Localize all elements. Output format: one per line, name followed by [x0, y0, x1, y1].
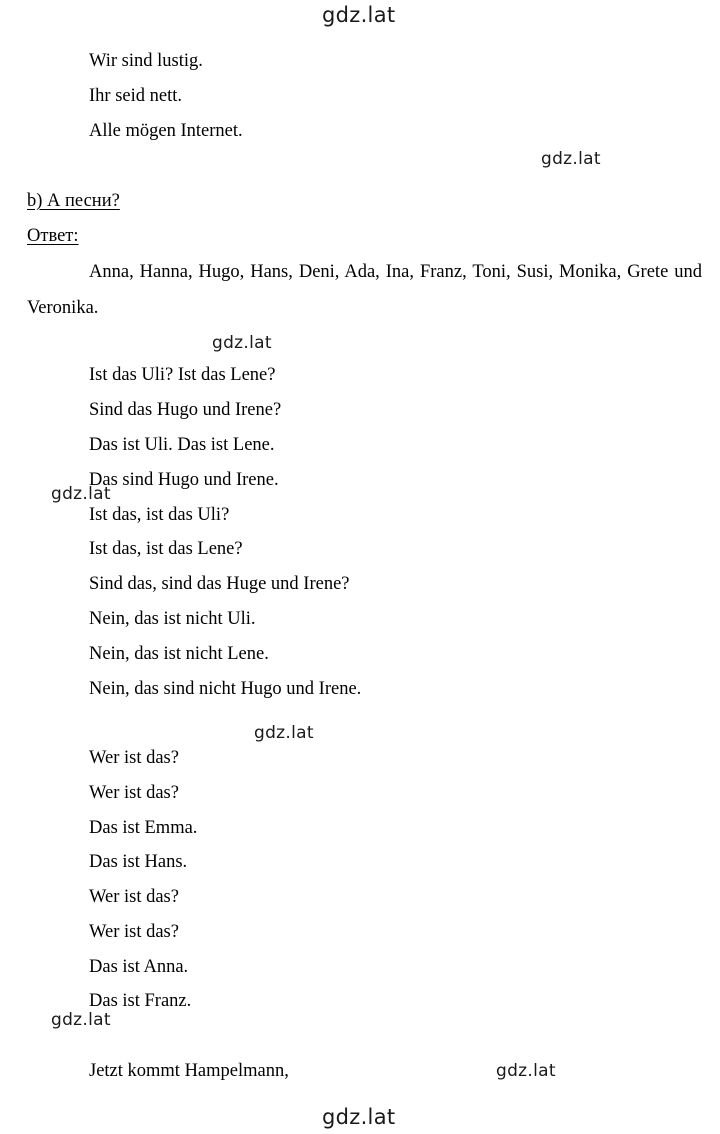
watermark-bottom: gdz.lat	[322, 1105, 396, 1129]
song-line: Das ist Anna.	[89, 957, 189, 977]
song-line: Wer ist das?	[89, 922, 179, 942]
watermark: gdz.lat	[496, 1061, 556, 1081]
text-line: Ihr seid nett.	[89, 86, 182, 106]
song-line: Jetzt kommt Hampelmann,	[89, 1061, 289, 1081]
song-line: Nein, das ist nicht Lene.	[89, 644, 269, 664]
section-heading: b) А песни?	[27, 191, 120, 211]
song-line: Ist das Uli? Ist das Lene?	[89, 365, 276, 385]
watermark: gdz.lat	[541, 149, 601, 169]
song-line: Wer ist das?	[89, 748, 179, 768]
song-line: Das ist Hans.	[89, 852, 188, 872]
song-line: Sind das, sind das Huge und Irene?	[89, 574, 350, 594]
names-paragraph: Anna, Hanna, Hugo, Hans, Deni, Ada, Ina, Franz, Toni, Susi, Monika, Grete und Veronika.	[27, 262, 702, 318]
song-line: Wer ist das?	[89, 887, 179, 907]
song-line: Das ist Uli. Das ist Lene.	[89, 435, 275, 455]
song-line: Das sind Hugo und Irene.	[89, 470, 279, 490]
song-line: Wer ist das?	[89, 783, 179, 803]
watermark: gdz.lat	[254, 723, 314, 743]
watermark: gdz.lat	[51, 1010, 111, 1030]
text-line: Wir sind lustig.	[89, 51, 203, 71]
watermark-top: gdz.lat	[322, 3, 396, 27]
song-line: Sind das Hugo und Irene?	[89, 400, 282, 420]
song-line: Nein, das sind nicht Hugo und Irene.	[89, 679, 362, 699]
answer-label: Ответ:	[27, 226, 79, 246]
song-line: Ist das, ist das Lene?	[89, 539, 243, 559]
song-line: Das ist Franz.	[89, 991, 192, 1011]
watermark: gdz.lat	[212, 333, 272, 353]
song-line: Das ist Emma.	[89, 818, 198, 838]
text-line: Alle mögen Internet.	[89, 121, 243, 141]
watermark: gdz.lat	[51, 484, 111, 504]
song-line: Ist das, ist das Uli?	[89, 505, 230, 525]
song-line: Nein, das ist nicht Uli.	[89, 609, 256, 629]
